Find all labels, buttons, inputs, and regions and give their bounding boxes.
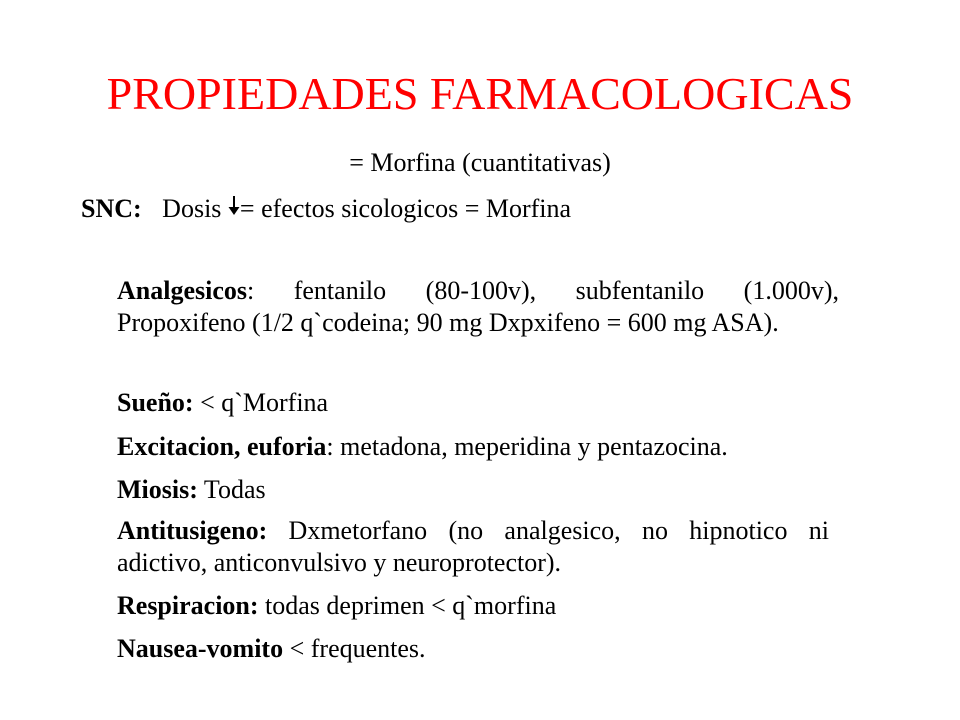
snc-dose-text: Dosis xyxy=(162,194,222,223)
item-sueno xyxy=(117,387,877,419)
item-text: todas deprimen < q`morfina xyxy=(258,591,557,620)
item-label: Respiracion: xyxy=(117,591,259,620)
item-text: < frequentes. xyxy=(283,634,426,663)
item-text: Todas xyxy=(197,475,266,504)
item-label: Nausea-vomito xyxy=(117,634,284,663)
item-text: : fentanilo (80-100v), subfentanilo (1.000v), Propoxifeno (1/2 q`codeina; 90 mg Dxpxifeno = 600 mg ASA). xyxy=(117,276,839,337)
item-label: Excitacion, euforia xyxy=(117,432,327,461)
item-respiracion xyxy=(117,590,877,622)
snc-effects-text: = efectos sicologicos = Morfina xyxy=(239,194,572,223)
down-arrow-icon xyxy=(228,194,240,216)
item-excitacion xyxy=(117,431,917,463)
item-nausea xyxy=(117,633,877,665)
item-analgesicos xyxy=(117,275,839,339)
snc-label: SNC: xyxy=(81,194,142,223)
item-label: Miosis: xyxy=(117,475,198,504)
item-label: Sueño: xyxy=(117,388,194,417)
slide-title: PROPIEDADES FARMACOLOGICAS xyxy=(106,68,854,119)
item-text: : metadona, meperidina y pentazocina. xyxy=(326,432,728,461)
snc-line xyxy=(81,193,571,225)
item-miosis xyxy=(117,474,877,506)
item-antitusigeno xyxy=(117,515,829,579)
item-label: Analgesicos xyxy=(117,276,247,305)
item-text: < q`Morfina xyxy=(193,388,329,417)
item-label: Antitusigeno: xyxy=(117,516,268,545)
subtitle: = Morfina (cuantitativas) xyxy=(349,148,611,177)
item-text: Dxmetorfano (no analgesico, no hipnotico ni adictivo, anticonvulsivo y neuroprotector). xyxy=(117,516,829,577)
